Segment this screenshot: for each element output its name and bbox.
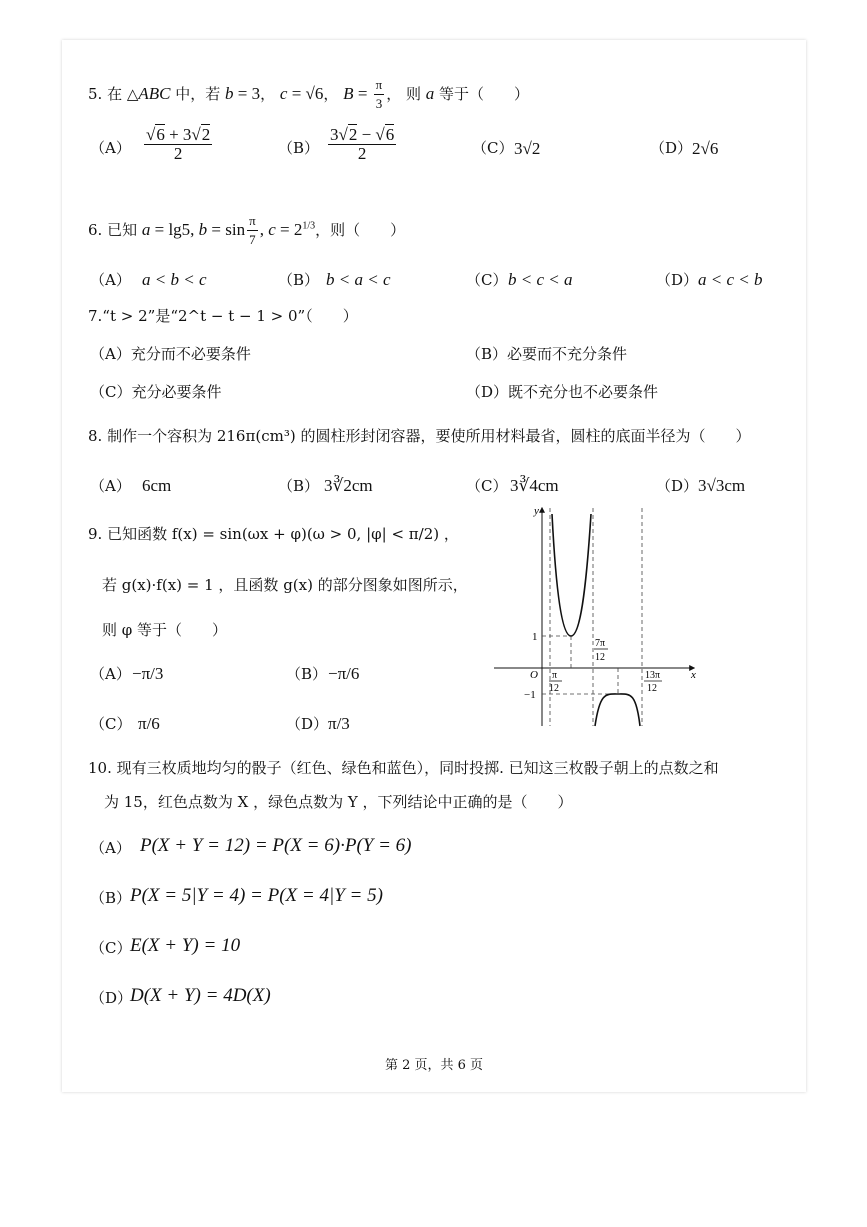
q6-option-d [656, 270, 698, 290]
q5-option-a-value: $\frac{√6 + 3√2}{2}$ [146, 125, 211, 163]
q9-stem-text: 9. 已知函数 f(x) = sin(ωx + φ)(ω > 0, |φ| < π/2) ， [88, 525, 459, 543]
q5-option-b-value: $\frac{3√2 - √6}{2}$ [330, 125, 395, 163]
tick-x2-den: 12 [595, 652, 605, 663]
q6-option-c [466, 270, 507, 290]
tick-x3-den: 12 [647, 683, 657, 694]
q5-option-a-label: （A） [90, 139, 131, 157]
q5-option-d [650, 138, 692, 158]
q10-option-b-label: （B） [90, 889, 132, 907]
q9-option-d-value [328, 714, 350, 734]
q9-stem [88, 524, 459, 544]
q7-stem-text: 7.“t > 2”是“2^t − t − 1 > 0”（ ） [88, 307, 358, 325]
q9-option-a-label: （A） [90, 665, 131, 683]
q6-option-a [90, 270, 131, 290]
q10-stem2-text: 为 15，红色点数为 X ，绿色点数为 Y ，下列结论中正确的是（ ） [104, 793, 573, 811]
q10-option-c-label: （C） [90, 939, 132, 957]
q7-option-a [90, 344, 251, 364]
tick-x2-num: 7π [595, 638, 606, 649]
q10-option-d-label: （D） [90, 989, 133, 1007]
q9-option-a [90, 664, 131, 684]
q10-option-c-value [130, 936, 240, 956]
q8-opt-b-text: 3∛2cm [324, 476, 373, 495]
q9-option-d-label: （D） [286, 715, 329, 733]
q10-option-b [90, 888, 131, 908]
q10-opt-a-text: P(X + Y = 12) = P(X = 6)·P(Y = 6) [140, 835, 412, 856]
tick-x1-num: π [552, 670, 558, 681]
q7-stem [88, 306, 358, 326]
q10-option-d-value [130, 986, 271, 1006]
q8-opt-c-text: 3∛4cm [510, 476, 559, 495]
q8-option-d-label: （D） [656, 477, 699, 495]
q8-stem-text: 8. 制作一个容积为 216π(cm³) 的圆柱形封闭容器，要使所用材料最省，圆柱的底面半径为（ ） [88, 427, 751, 445]
q9-line3-text: 则 φ 等于（ ） [102, 621, 228, 639]
q6-opt-a-text: a < b < c [142, 270, 207, 289]
q9-line2-text: 若 g(x)·f(x) = 1 ，且函数 g(x) 的部分图象如图所示， [102, 576, 468, 594]
q5-stem: 5. 在 △ABC 中，若 b = 3， c = √6， B = $\frac{\pi}{3}$ ， 则 a 等于（ ） [88, 77, 530, 111]
q9-option-d [286, 714, 328, 734]
q8-option-b [278, 476, 319, 496]
tick-y-neg: −1 [524, 689, 536, 701]
q6-opt-d-text: a < c < b [698, 270, 763, 289]
q9-opt-c-text: π/6 [138, 714, 160, 733]
q10-option-d [90, 988, 132, 1008]
q8-stem [88, 426, 750, 446]
q10-opt-d-text: D(X + Y) = 4D(X) [130, 985, 271, 1006]
q6-opt-c-text: b < c < a [508, 270, 573, 289]
q10-option-a-label: （A） [90, 839, 131, 857]
q8-option-a [90, 476, 131, 496]
curve-lower-branch [595, 694, 640, 726]
tick-y-pos: 1 [532, 631, 538, 643]
q6-option-a-value [142, 270, 207, 290]
q6-option-c-value [508, 270, 573, 290]
q9-option-c [90, 714, 131, 734]
q8-option-d-value [698, 476, 745, 496]
origin-label: O [530, 669, 538, 681]
q8-option-b-label: （B） [278, 477, 320, 495]
q7-option-b [466, 344, 627, 364]
q8-option-b-value [324, 476, 373, 496]
q9-option-c-label: （C） [90, 715, 132, 733]
q7-opt-d-text: （D）既不充分也不必要条件 [466, 383, 659, 401]
q7-opt-b-text: （B）必要而不充分条件 [466, 345, 628, 363]
q8-opt-d-text: 3√3cm [698, 476, 746, 495]
q5-option-a [90, 138, 131, 158]
q5-option-c [472, 138, 513, 158]
q10-stem1-text: 10. 现有三枚质地均匀的骰子（红色、绿色和蓝色），同时投掷. 已知这三枚骰子朝上的点数之和 [88, 759, 719, 777]
tick-x1-den: 12 [549, 683, 559, 694]
q10-stem-line1 [88, 758, 719, 778]
q6-option-c-label: （C） [466, 271, 508, 289]
q6-stem: 6. 已知 a = lg5, b = sin $\frac{\pi}{7}$ , $c = 2^{1/3}$，则（ ） [88, 213, 406, 247]
q6-option-d-value [698, 270, 763, 290]
q9-line3 [102, 620, 227, 640]
q10-option-b-value [130, 886, 383, 906]
q9-option-b [286, 664, 327, 684]
q10-option-c [90, 938, 131, 958]
q8-option-c [466, 476, 507, 496]
q7-option-c [90, 382, 221, 402]
q5-opt-c-text: 3√2 [514, 139, 541, 158]
q9-function-graph [494, 502, 704, 730]
q9-opt-d-text: π/3 [328, 714, 350, 733]
page-footer: 第 2 页，共 6 页 [384, 1058, 484, 1073]
q6-option-b [278, 270, 319, 290]
q6-option-d-label: （D） [656, 271, 699, 289]
q5-opt-d-text: 2√6 [692, 139, 719, 158]
q10-opt-c-text: E(X + Y) = 10 [130, 935, 241, 956]
q5-option-c-label: （C） [472, 139, 514, 157]
q9-option-c-value [138, 714, 160, 734]
q8-option-a-label: （A） [90, 477, 131, 495]
q8-option-c-label: （C） [466, 477, 508, 495]
q6-option-a-label: （A） [90, 271, 131, 289]
tick-x3-num: 13π [645, 670, 661, 681]
q5-option-b-label: （B） [278, 139, 320, 157]
q7-opt-a-text: （A）充分而不必要条件 [90, 345, 251, 363]
x-axis-label: x [691, 669, 696, 681]
q9-opt-b-text: −π/6 [328, 664, 360, 683]
q8-option-c-value [510, 476, 559, 496]
q9-option-b-label: （B） [286, 665, 328, 683]
q6-opt-b-text: b < a < c [326, 270, 391, 289]
q10-option-a [90, 838, 131, 858]
q8-opt-a-text: 6cm [142, 476, 172, 495]
q5-option-d-label: （D） [650, 139, 693, 157]
curve-upper-branch [552, 514, 591, 636]
exam-page [62, 40, 806, 1092]
q8-option-a-value [142, 476, 171, 496]
q7-opt-c-text: （C）充分必要条件 [90, 383, 222, 401]
q6-option-b-label: （B） [278, 271, 320, 289]
y-axis-label: y [534, 505, 539, 517]
q6-option-b-value [326, 270, 391, 290]
q10-option-a-value [140, 836, 411, 856]
q5-option-b [278, 138, 319, 158]
q9-option-a-value [132, 664, 163, 684]
q10-opt-b-text: P(X = 5|Y = 4) = P(X = 4|Y = 5) [130, 885, 383, 906]
q5-option-c-value [514, 139, 540, 159]
q9-option-b-value [328, 664, 359, 684]
q5-option-d-value [692, 139, 718, 159]
q9-opt-a-text: −π/3 [132, 664, 164, 683]
q10-stem-line2 [104, 792, 573, 812]
q8-option-d [656, 476, 698, 496]
q9-line2 [102, 575, 468, 595]
q7-option-d [466, 382, 658, 402]
